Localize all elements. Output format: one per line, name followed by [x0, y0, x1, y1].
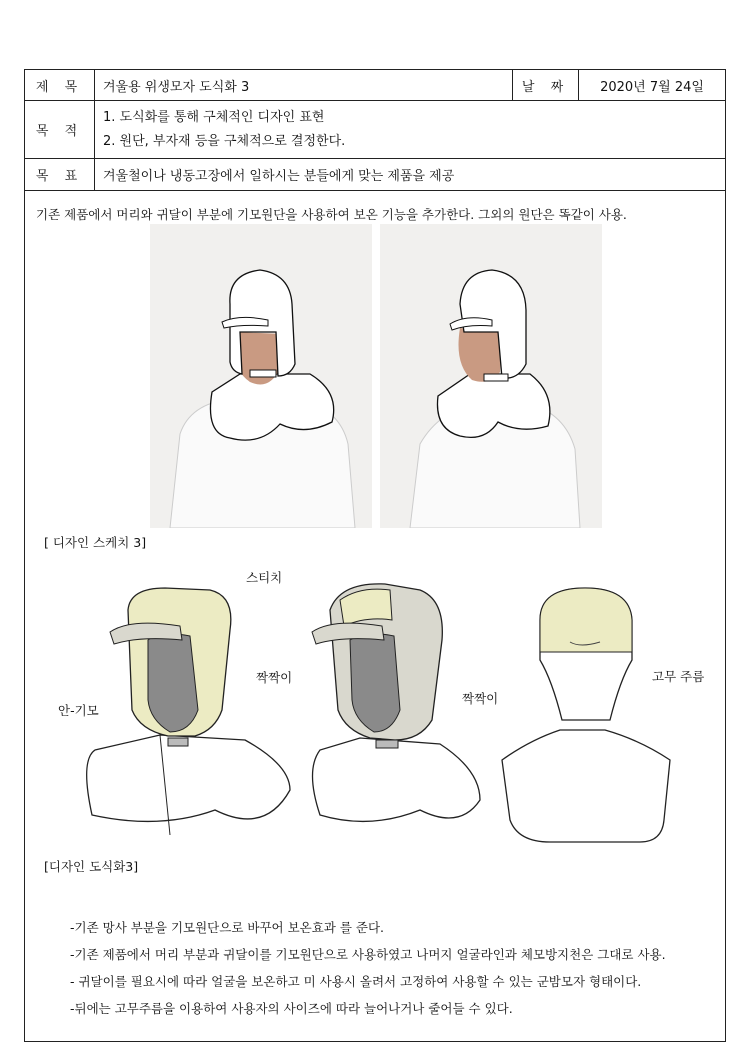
notes-list	[70, 918, 666, 1026]
sketch-caption: [ 디자인 스케치 3]	[44, 535, 147, 550]
callout-velcro-2: 짝짝이	[462, 691, 499, 706]
goal-value: 겨울철이나 냉동고장에서 일하시는 분들에게 맞는 제품을 제공	[95, 159, 726, 191]
model-photo-side	[150, 224, 372, 528]
purpose-label: 목 적	[25, 101, 95, 159]
date-label: 날 짜	[513, 70, 579, 101]
flat-front-view	[87, 588, 293, 835]
note-3: - 귀달이를 필요시에 따라 얼굴을 보온하고 미 사용시 올려서 고정하여 사용할 수 있는 군밤모자 형태이다.	[70, 974, 642, 989]
purpose-line-1: 1. 도식화를 통해 구체적인 디자인 표현	[103, 109, 325, 125]
note-2: -기존 제품에서 머리 부분과 귀달이를 기모원단으로 사용하였고 나머지 얼굴라인과 체모방지천은 그대로 사용.	[70, 947, 666, 962]
flat-side-view	[312, 584, 480, 822]
note-1: -기존 망사 부분을 기모원단으로 바꾸어 보온효과 를 준다.	[70, 920, 385, 935]
callout-stitch: 스티치	[246, 570, 283, 585]
date-value: 2020년 7월 24일	[579, 70, 726, 101]
design-flat-drawings	[40, 560, 720, 860]
callout-velcro-1: 짝짝이	[256, 670, 293, 685]
purpose-line-2: 2. 원단, 부자재 등을 구체적으로 결정한다.	[103, 133, 346, 149]
flat-caption: [디자인 도식화3]	[44, 859, 139, 874]
title-value: 겨울용 위생모자 도식화 3	[95, 70, 513, 101]
purpose-value	[95, 101, 726, 159]
intro-text: 기존 제품에서 머리와 귀달이 부분에 기모원단을 사용하여 보온 기능을 추가한다. 그외의 원단은 똑같이 사용.	[36, 207, 627, 222]
model-photo-profile	[380, 224, 602, 528]
header-table	[24, 69, 726, 191]
callout-inner-fleece: 안-기모	[58, 703, 99, 718]
flat-back-view	[502, 588, 670, 842]
goal-label: 목 표	[25, 159, 95, 191]
title-label: 제 목	[25, 70, 95, 101]
note-4: -뒤에는 고무주름을 이용하여 사용자의 사이즈에 따라 늘어나거나 줄어들 수 있다.	[70, 1001, 513, 1016]
callout-elastic: 고무 주름	[652, 669, 705, 684]
